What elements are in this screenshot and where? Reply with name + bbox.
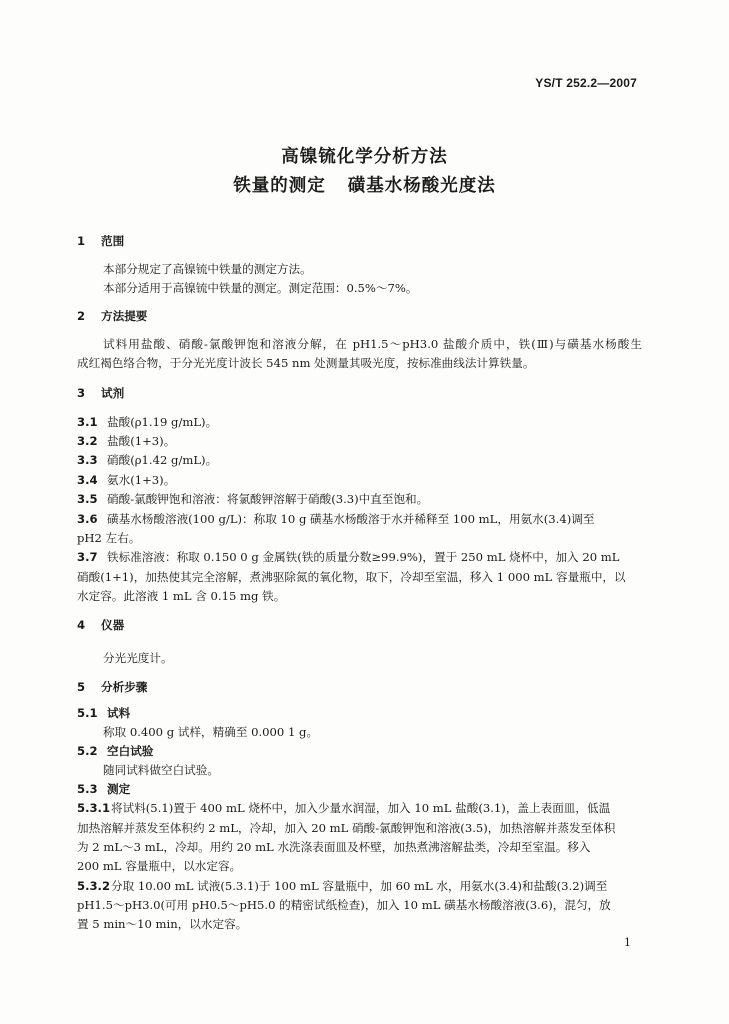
subsection-5-2-text: 随同试料做空白试验。	[103, 763, 219, 777]
reagent-item	[77, 433, 175, 449]
section-number: 2	[77, 309, 86, 323]
reagent-item	[77, 472, 175, 488]
item-number: 3.4	[77, 473, 98, 487]
section-title: 仪器	[101, 618, 125, 632]
subsection-title: 试料	[107, 706, 131, 720]
item-number: 3.7	[77, 550, 98, 564]
reagent-item	[77, 491, 428, 507]
item-number: 3.5	[77, 492, 98, 506]
section-title: 试剂	[101, 386, 125, 400]
section-2-line-1: 试料用盐酸、硝酸-氯酸钾饱和溶液分解，在 pH1.5～pH3.0 盐酸介质中，铁(Ⅲ)与磺基水杨酸生	[103, 337, 642, 351]
subsection-title: 测定	[107, 782, 131, 796]
item-text-line-1: 铁标准溶液：称取 0.150 0 g 金属铁(铁的质量分数≥99.9%)，置于 250 mL 烧杯中，加入 20 mL	[107, 550, 620, 564]
subsection-5-1-text: 称取 0.400 g 试样，精确至 0.000 1 g。	[103, 725, 319, 739]
item-number: 3.3	[77, 453, 98, 467]
step-number: 5.3.1	[77, 801, 111, 815]
item-text: 氨水(1+3)。	[107, 473, 176, 487]
subsection-5-1-heading	[77, 705, 130, 721]
item-text: 硝酸-氯酸钾饱和溶液：将氯酸钾溶解于硝酸(3.3)中直至饱和。	[107, 492, 429, 506]
section-5-heading	[77, 679, 147, 695]
item-number: 3.2	[77, 434, 98, 448]
reagent-item	[77, 414, 217, 430]
section-4-heading	[77, 617, 124, 633]
section-3-heading	[77, 385, 124, 401]
subsection-number: 5.2	[77, 744, 98, 758]
subtitle-part-2: 磺基水杨酸光度法	[347, 176, 496, 196]
section-title: 方法提要	[101, 309, 148, 323]
section-1-paragraph-1: 本部分规定了高镍锍中铁量的测定方法。	[103, 262, 312, 276]
reagent-item	[77, 452, 217, 468]
section-4-paragraph: 分光光度计。	[103, 651, 173, 665]
subsection-number: 5.1	[77, 706, 98, 720]
section-title: 范围	[101, 234, 125, 248]
document-subtitle	[0, 172, 729, 197]
section-1-heading	[77, 233, 124, 249]
reagent-item-3-6-line-2: pH2 左右。	[77, 531, 141, 545]
reagent-item-3-6	[77, 511, 642, 527]
item-text: 盐酸(ρ1.19 g/mL)。	[107, 415, 218, 429]
step-5-3-1-line-3: 为 2 mL～3 mL，冷却。用约 20 mL 水洗涤表面皿及杯壁，加热煮沸溶解盐类，冷却至室温。移入	[77, 840, 591, 854]
item-number: 3.1	[77, 415, 98, 429]
step-5-3-1-line-4: 200 mL 容量瓶中，以水定容。	[77, 859, 242, 873]
reagent-item-3-7-line-3: 水定容。此溶液 1 mL 含 0.15 mg 铁。	[77, 589, 286, 603]
section-number: 5	[77, 680, 86, 694]
section-2-heading	[77, 308, 147, 324]
item-text: 盐酸(1+3)。	[107, 434, 176, 448]
subsection-5-3-heading	[77, 781, 130, 797]
step-5-3-1-line-1	[77, 800, 610, 816]
section-2-line-2: 成红褐色络合物，于分光光度计波长 545 nm 处测量其吸光度，按标准曲线法计算铁量。	[77, 356, 535, 370]
standard-number: YS/T 252.2—2007	[535, 76, 637, 90]
subsection-title: 空白试验	[107, 744, 154, 758]
document-title: 高镍锍化学分析方法	[281, 147, 448, 167]
step-text: 将试料(5.1)置于 400 mL 烧杯中，加入少量水润湿，加入 10 mL 盐酸(3.1)，盖上表面皿，低温	[111, 801, 611, 815]
section-title: 分析步骤	[101, 680, 148, 694]
subtitle-part-1: 铁量的测定	[233, 176, 326, 196]
section-1-paragraph-2: 本部分适用于高镍锍中铁量的测定。测定范围：0.5%～7%。	[103, 281, 418, 295]
step-5-3-2-line-1	[77, 878, 607, 894]
section-number: 3	[77, 386, 86, 400]
reagent-item-3-7-line-2: 硝酸(1+1)，加热使其完全溶解，煮沸驱除氮的氧化物，取下，冷却至室温，移入 1 000 mL 容量瓶中，以	[77, 570, 626, 584]
step-5-3-1-line-2: 加热溶解并蒸发至体积约 2 mL，冷却，加入 20 mL 硝酸-氯酸钾饱和溶液(3.5)，加热溶解并蒸发至体积	[77, 821, 616, 835]
section-number: 1	[77, 234, 86, 248]
item-text-line-1: 磺基水杨酸溶液(100 g/L)：称取 10 g 磺基水杨酸溶于水并稀释至 100 mL，用氨水(3.4)调至	[107, 512, 595, 526]
step-5-3-2-line-2: pH1.5～pH3.0(可用 pH0.5～pH5.0 的精密试纸检查)，加入 10 mL 磺基水杨酸溶液(3.6)，混匀，放	[77, 898, 611, 912]
item-number: 3.6	[77, 512, 98, 526]
step-5-3-2-line-3: 置 5 min～10 min，以水定容。	[77, 917, 248, 931]
page-number: 1	[624, 936, 631, 949]
step-number: 5.3.2	[77, 879, 111, 893]
subsection-number: 5.3	[77, 782, 98, 796]
section-number: 4	[77, 618, 86, 632]
subsection-5-2-heading	[77, 743, 153, 759]
item-text: 硝酸(ρ1.42 g/mL)。	[107, 453, 218, 467]
step-text: 分取 10.00 mL 试液(5.3.1)于 100 mL 容量瓶中，加 60 mL 水，用氨水(3.4)和盐酸(3.2)调至	[111, 879, 608, 893]
reagent-item-3-7	[77, 549, 619, 565]
